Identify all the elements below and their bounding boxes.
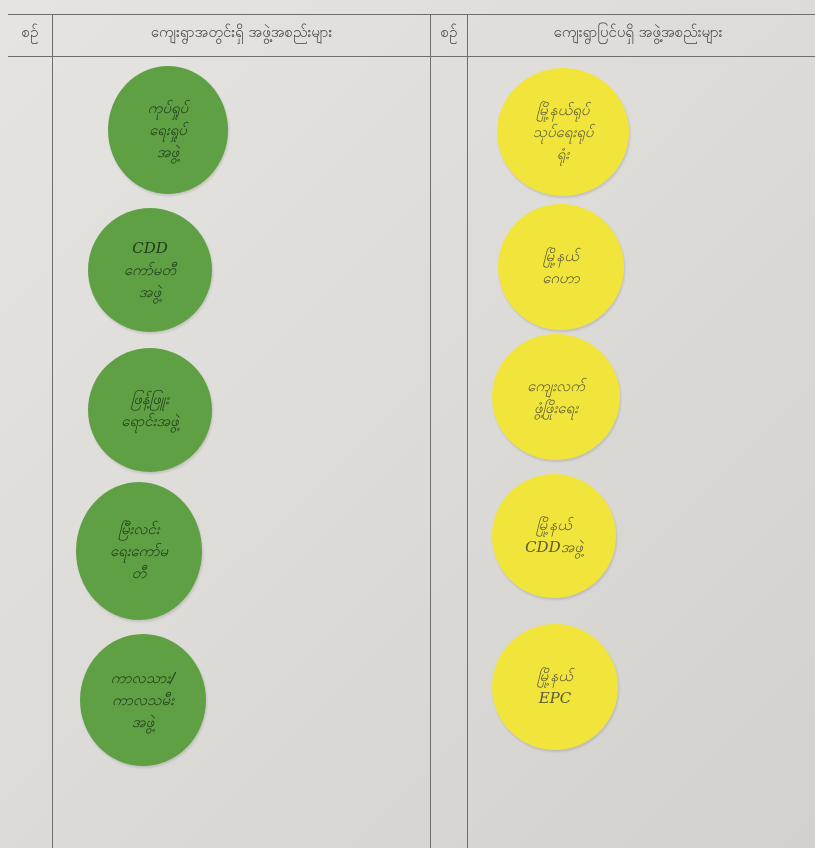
inside-group-circle: ဖြန့်ဖြူး ရောင်းအဖွဲ့ [88,348,212,472]
header-right-title: ကျေးရွာပြင်ပရှိ အဖွဲ့အစည်းများ [553,23,723,41]
outside-group-circle: မြို့နယ်ရုပ် သုပ်ရေးရုပ် ရုံး [497,68,629,196]
center-column-divider [430,14,431,848]
header-left-title: ကျေးရွာအတွင်းရှိ အဖွဲ့အစည်းများ [150,23,333,41]
inside-group-circle: CDD ကော်မတီ အဖွဲ့ [88,208,212,332]
outside-group-circle: မြို့နယ် ဂေဟာ [498,204,624,330]
header-right-number: စဉ် [440,23,458,41]
inside-group-circle: ကုပ်ရှုပ် ရေးရှုပ် အဖွဲ့ [108,66,228,194]
outside-group-circle: မြို့နယ် CDDအဖွဲ့ [492,474,616,598]
outside-group-circle: မြို့နယ် EPC [492,624,618,750]
right-number-column-divider [467,14,468,848]
inside-group-circle: ကာလသား/ ကာလသမီး အဖွဲ့ [80,634,206,766]
outside-group-circle: ကျေးလက် ဖွံ့ဖြိုးရေး [492,334,620,460]
left-number-column-divider [52,14,53,848]
header-bottom-border [8,56,815,57]
inside-group-circle: မြီးလင်း ရေးကော်မ တီ [76,482,202,620]
header-left-number: စဉ် [21,23,39,41]
